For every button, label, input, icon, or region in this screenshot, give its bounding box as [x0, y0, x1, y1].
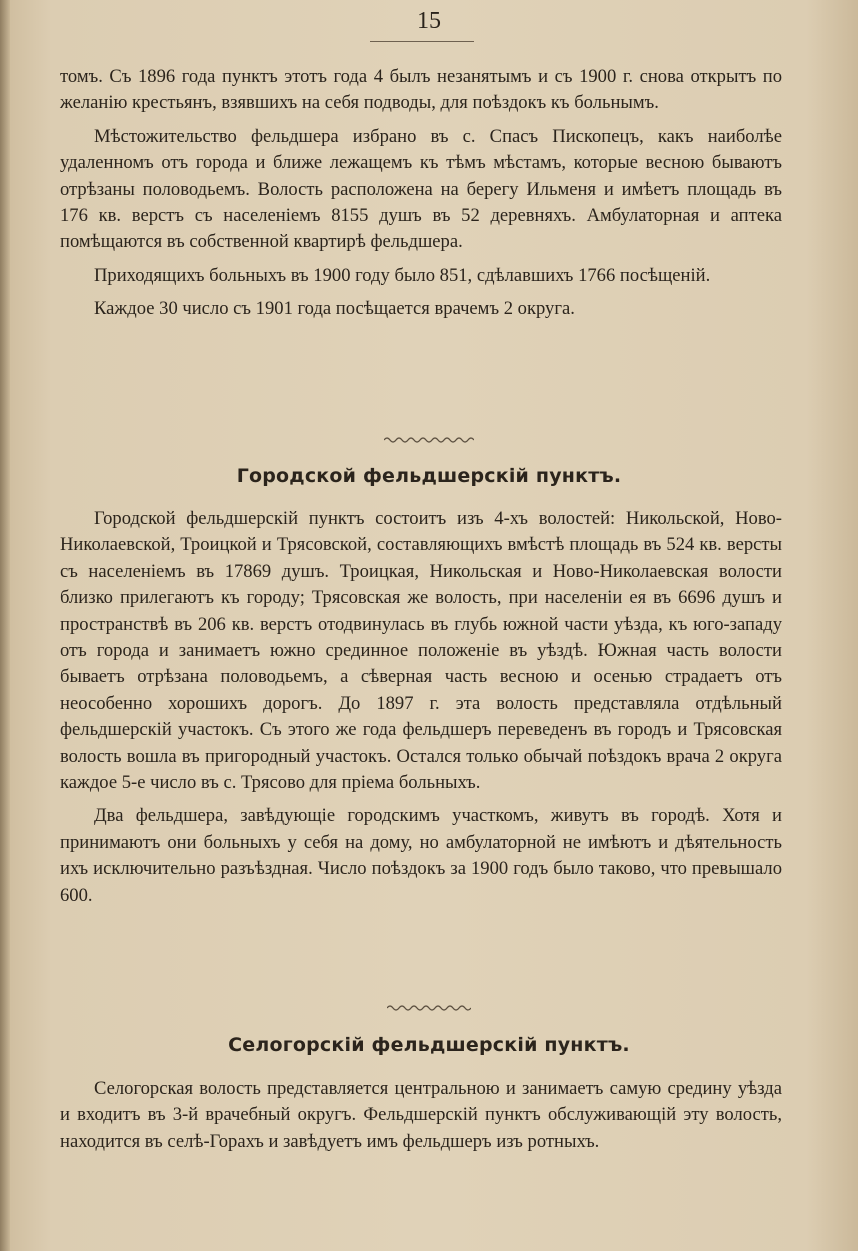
section-heading-gorodskoy: Городской фельдшерскій пунктъ. [236, 465, 622, 487]
page-number-rule [370, 41, 474, 42]
paragraph-residence: Мѣстожительство фельдшера избрано въ с. Спасъ Пископецъ, какъ наиболѣе удаленномъ отъ города и ближе лежащемъ къ тѣмъ мѣстамъ, которые весною бываютъ отрѣзаны половодьемъ. Волость расположена на берегу Ильменя и имѣетъ площадь въ 176 кв. верстъ съ населеніемъ 8155 душъ въ 52 деревняхъ. Амбулаторная и аптека помѣщаются въ собственной квартирѣ фельдшера. [60, 125, 782, 253]
section1-text-block [60, 506, 782, 909]
paragraph-city-point: Городской фельдшерскій пунктъ состоитъ изъ 4-хъ волостей: Никольской, Ново-Николаевской, Троицкой и Трясовской, составляющихъ вмѣстѣ площадь въ 524 кв. версты съ населеніемъ въ 17869 душъ. Троицкая, Никольская и Ново-Николаевская волости близко прилегаютъ къ городу; Трясовская же волость, при населеніи ея въ 6696 душъ и пространствѣ въ 206 кв. верстъ отодвинулась въ глубь южной части уѣзда, къ юго-западу отъ города и занимаетъ южно срединное положеніе въ уѣздѣ. Южная часть волости бываетъ отрѣзана половодьемъ, а сѣверная часть весною и осенью страдаетъ отъ неособенно хорошихъ дорогъ. До 1897 г. эта волость представляла отдѣльный фельдшерскій участокъ. Съ этого же года фельдшеръ переведенъ въ городъ и Трясовская волость вошла въ пригородный участокъ. Остался только обычай поѣздокъ врача 2 округа каждое 5-е число въ с. Трясово для пріема больныхъ. [60, 508, 782, 794]
page-number: 15 [417, 8, 441, 34]
paragraph-selogorskaya: Селогорская волость представляется центральною и занимаетъ самую средину уѣзда и входитъ въ 3-й врачебный округъ. Фельдшерскій пунктъ обслуживающій эту волость, находится въ селѣ-Горахъ и завѣдуетъ имъ фельдшеръ изъ ротныхъ. [60, 1078, 782, 1152]
paragraph-patients: Приходящихъ больныхъ въ 1900 году было 851, сдѣлавшихъ 1766 посѣщеній. [94, 264, 711, 286]
paragraph-visits: Каждое 30 число съ 1901 года посѣщается врачемъ 2 округа. [94, 298, 575, 320]
section2-text-block [60, 1076, 782, 1155]
section-divider-ornament [0, 432, 858, 450]
book-spine-edge [0, 0, 10, 1251]
section-divider-ornament [0, 1000, 858, 1018]
section-heading-selogorskiy: Селогорскій фельдшерскій пунктъ. [228, 1034, 630, 1056]
paragraph-continuation: томъ. Съ 1896 года пунктъ этотъ года 4 былъ незанятымъ и съ 1900 г. снова открытъ по желанію крестьянъ, взявшихъ на себя подводы, для поѣздокъ къ больнымъ. [60, 66, 782, 114]
intro-text-block [60, 64, 782, 323]
paragraph-city-feldshers: Два фельдшера, завѣдующіе городскимъ участкомъ, живутъ въ городѣ. Хотя и принимаютъ они больныхъ у себя на дому, но амбулаторной не имѣютъ и дѣятельность ихъ исключительно разъѣздная. Число поѣздокъ за 1900 годъ было таково, что превышало 600. [60, 805, 782, 906]
